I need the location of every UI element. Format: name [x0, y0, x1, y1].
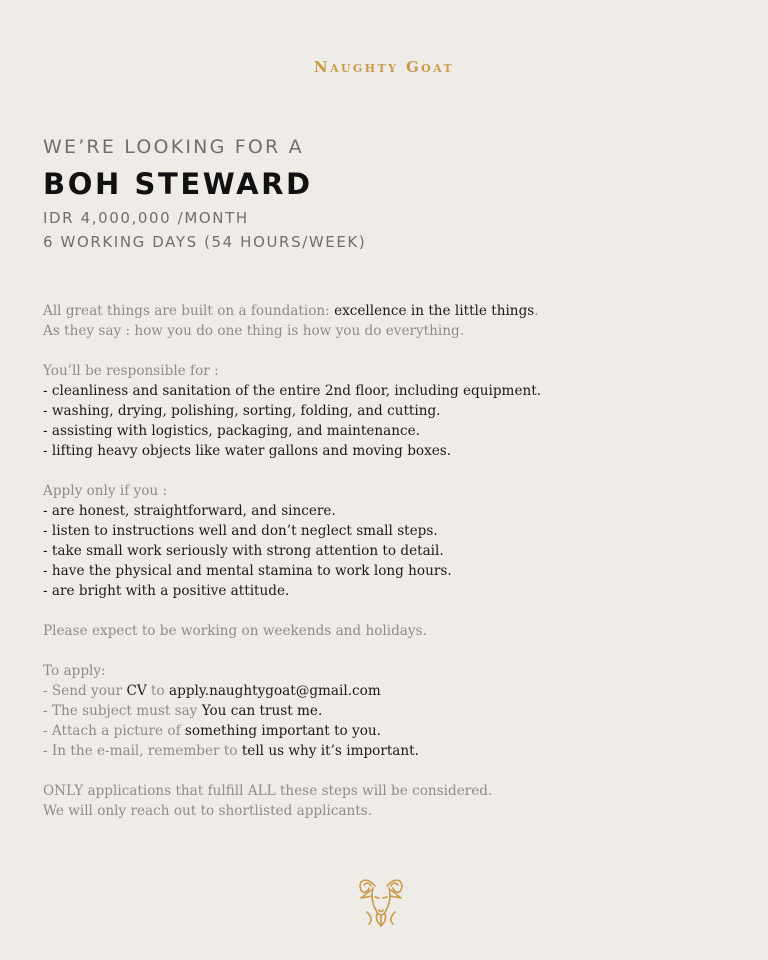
job-title: BOH STEWARD — [43, 167, 313, 201]
list-item: - assisting with logistics, packaging, and maintenance. — [43, 423, 420, 439]
list-item: - listen to instructions well and don’t neglect small steps. — [43, 523, 438, 539]
intro-lead: All great things are built on a foundation: — [43, 303, 335, 319]
closing-line-2: We will only reach out to shortlisted applicants. — [43, 803, 373, 819]
list-item: - cleanliness and sanitation of the entire 2nd floor, including equipment. — [43, 383, 542, 399]
job-header — [43, 135, 366, 254]
goat-head-icon — [355, 872, 407, 928]
list-item: - have the physical and mental stamina to work long hours. — [43, 563, 452, 579]
schedule-text: 6 WORKING DAYS (54 HOURS/WEEK) — [43, 233, 367, 251]
weekend-notice: Please expect to be working on weekends and holidays. — [43, 623, 427, 639]
apply-step-4 — [43, 741, 743, 761]
intro-end: . — [534, 303, 539, 319]
salary-text: IDR 4,000,000 /MONTH — [43, 209, 249, 227]
closing-line-1: ONLY applications that fulfill ALL these steps will be considered. — [43, 783, 493, 799]
list-item: - take small work seriously with strong attention to detail. — [43, 543, 444, 559]
apply-heading: To apply: — [43, 663, 106, 679]
responsibilities-heading: You’ll be responsible for : — [43, 363, 219, 379]
job-description — [43, 301, 743, 821]
subject-text: You can trust me. — [201, 703, 323, 719]
apply-step-text: - In the e-mail, remember to — [43, 743, 242, 759]
brand-name: Naughty Goat — [313, 58, 455, 76]
apply-step-2 — [43, 701, 743, 721]
apply-step-text: - Attach a picture of — [43, 723, 185, 739]
apply-step-text: to — [146, 683, 170, 699]
email-instruction-text: tell us why it’s important. — [241, 743, 419, 759]
apply-step-text: - The subject must say — [43, 703, 202, 719]
cv-label: CV — [126, 683, 147, 699]
attachment-text: something important to you. — [184, 723, 381, 739]
intro-emphasis: excellence in the little things — [334, 303, 535, 319]
apply-step-3 — [43, 721, 743, 741]
list-item: - washing, drying, polishing, sorting, folding, and cutting. — [43, 403, 441, 419]
eyebrow-text: WE’RE LOOKING FOR A — [43, 136, 304, 158]
list-item: - lifting heavy objects like water gallons and moving boxes. — [43, 443, 452, 459]
intro-line-2: As they say : how you do one thing is how you do everything. — [43, 323, 465, 339]
apply-step-1 — [43, 681, 743, 701]
list-item: - are honest, straightforward, and sincere. — [43, 503, 336, 519]
list-item: - are bright with a positive attitude. — [43, 583, 290, 599]
apply-step-text: - Send your — [43, 683, 127, 699]
requirements-heading: Apply only if you : — [43, 483, 168, 499]
intro-line-1 — [43, 301, 743, 321]
email-link[interactable]: apply.naughtygoat@gmail.com — [169, 683, 381, 699]
